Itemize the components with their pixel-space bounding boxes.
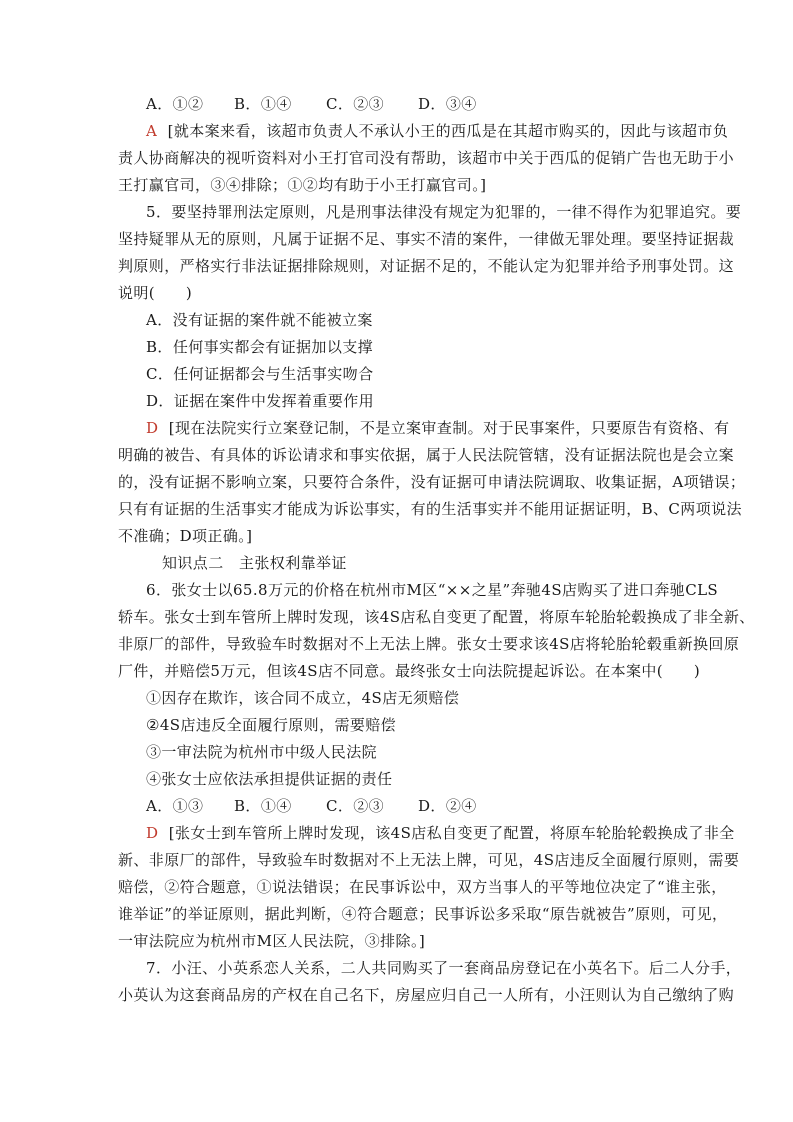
q5-stem-line: 说明( ) <box>118 284 193 302</box>
q4-option-d: D．③④ <box>418 95 477 113</box>
q5-stem-line: 5．要坚持罪刑法定原则，凡是刑事法律没有规定为犯罪的，一律不得作为犯罪追究。要 <box>146 203 742 221</box>
q5-stem-line: 判原则，严格实行非法证据排除规则，对证据不足的，不能认定为犯罪并给予刑事处罚。这 <box>118 257 735 275</box>
q4-explanation-line: [就本案来看，该超市负责人不承认小王的西瓜是在其超市购买的，因此与该超市负 <box>167 122 729 140</box>
q6-explanation-line: 新、非原厂的部件，导致验车时数据对不上无法上牌，可见，4S店违反全面履行原则，需要 <box>118 851 740 869</box>
q5-option-b: B．任何事实都会有证据加以支撑 <box>146 338 374 356</box>
section-title: 知识点二 主张权利靠举证 <box>162 554 347 572</box>
q4-answer-line <box>146 121 728 141</box>
q6-answer-line <box>146 823 735 843</box>
q6-explanation-line: 一审法院应为杭州市M区人民法院，③排除。] <box>118 932 426 950</box>
q6-options <box>146 796 477 816</box>
q4-option-b: B．①④ <box>234 95 292 113</box>
q5-explanation-line: 明确的被告、有具体的诉讼请求和事实依据，属于人民法院管辖，没有证据法院也是会立案 <box>118 446 735 464</box>
q5-answer-line <box>146 418 729 438</box>
q4-options <box>146 94 477 114</box>
q7-stem-line: 小英认为这套商品房的产权在自己名下，房屋应归自己一人所有，小汪则认为自己缴纳了购 <box>118 986 735 1004</box>
q4-answer-letter: A <box>146 122 158 140</box>
q5-explanation-line: 只有有证据的生活事实才能成为诉讼事实，有的生活事实并不能用证据证明，B、C两项说法 <box>118 500 742 518</box>
q6-explanation-line: [张女士到车管所上牌时发现，该4S店私自变更了配置，将原车轮胎轮毂换成了非全 <box>168 824 735 842</box>
q6-explanation-line: 谁举证”的举证原则，据此判断，④符合题意；民事诉讼多采取“原告就被告”原则，可见， <box>118 905 728 923</box>
q6-statement-2: ②4S店违反全面履行原则，需要赔偿 <box>146 716 397 734</box>
q6-explanation-line: 赔偿，②符合题意，①说法错误；在民事诉讼中，双方当事人的平等地位决定了“谁主张， <box>118 878 727 896</box>
q5-option-c: C．任何证据都会与生活事实吻合 <box>146 365 374 383</box>
q5-stem-line: 坚持疑罪从无的原则，凡属于证据不足、事实不清的案件，一律做无罪处理。要坚持证据裁 <box>118 230 735 248</box>
q6-option-d: D．②④ <box>418 797 477 815</box>
q5-option-a: A．没有证据的案件就不能被立案 <box>146 311 373 329</box>
q4-option-a: A．①② <box>146 95 204 113</box>
q4-explanation-line: 责人协商解决的视听资料对小王打官司没有帮助，该超市中关于西瓜的促销广告也无助于小 <box>118 149 735 167</box>
q4-option-c: C．②③ <box>326 95 385 113</box>
q6-answer-letter: D <box>146 824 159 842</box>
q6-stem-line: 6．张女士以65.8万元的价格在杭州市M区“××之星”奔驰4S店购买了进口奔驰CLS <box>146 581 719 599</box>
q6-statement-3: ③一审法院为杭州市中级人民法院 <box>146 743 378 761</box>
q5-explanation-line: 不准确；D项正确。] <box>118 527 253 545</box>
q6-option-a: A．①③ <box>146 797 204 815</box>
q6-statement-1: ①因存在欺诈，该合同不成立，4S店无须赔偿 <box>146 689 460 707</box>
q6-stem-line: 非原厂的部件，导致验车时数据对不上无法上牌。张女士要求该4S店将轮胎轮毂重新换回原 <box>118 635 740 653</box>
q6-statement-4: ④张女士应依法承担提供证据的责任 <box>146 770 393 788</box>
q5-answer-letter: D <box>146 419 159 437</box>
q6-stem-line: 厂件，并赔偿5万元，但该4S店不同意。最终张女士向法院提起诉讼。在本案中( ) <box>118 662 701 680</box>
q5-explanation-line: 的，没有证据不影响立案，只要符合条件，没有证据可申请法院调取、收集证据，A项错误； <box>118 473 746 491</box>
q4-explanation-line: 王打赢官司，③④排除；①②均有助于小王打赢官司。] <box>118 176 487 194</box>
q5-option-d: D．证据在案件中发挥着重要作用 <box>146 392 375 410</box>
q6-stem-line: 轿车。张女士到车管所上牌时发现，该4S店私自变更了配置，将原车轮胎轮毂换成了非全新、 <box>118 608 755 626</box>
q6-option-c: C．②③ <box>326 797 385 815</box>
q7-stem-line: 7．小汪、小英系恋人关系，二人共同购买了一套商品房登记在小英名下。后二人分手， <box>146 959 742 977</box>
q5-explanation-line: [现在法院实行立案登记制，不是立案审查制。对于民事案件，只要原告有资格、有 <box>168 419 730 437</box>
q6-option-b: B．①④ <box>234 797 292 815</box>
